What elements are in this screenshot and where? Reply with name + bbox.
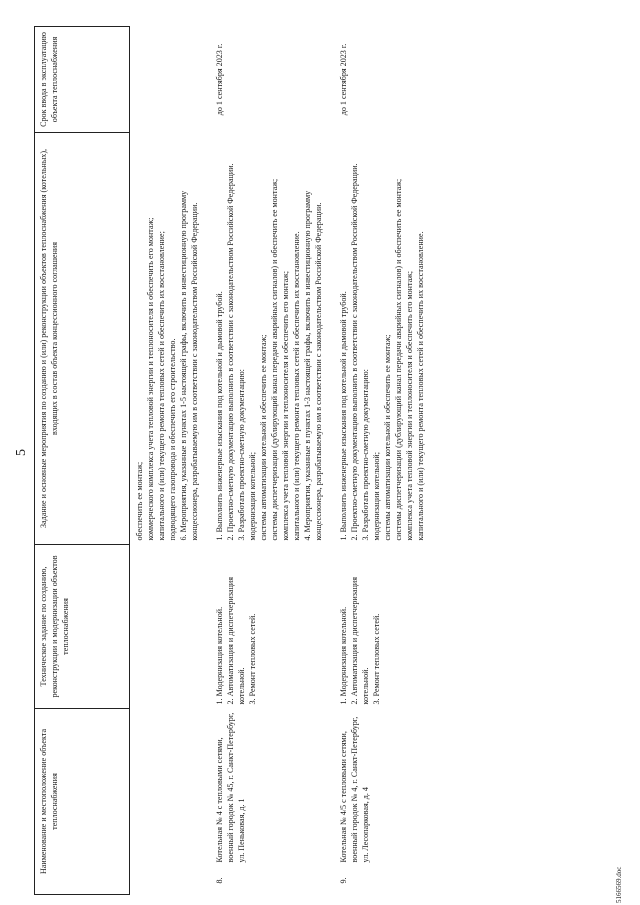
continuation-line: 6. Мероприятия, указанные в пунктах 1-5 настоящей графы, включить в инвестиционную программу концессионера, разрабатываемую им в соответствии с законодательством Российской Федерации. xyxy=(179,190,200,541)
measure-item: модернизации котельной; xyxy=(247,452,257,541)
measure-item: капитального и (или) текущего ремонта тепловых сетей и обеспечить их восстановление. xyxy=(292,231,302,541)
continuation-line: коммерческого комплекса учета тепловой энергии и теплоносителя и обеспечить его монтаж; xyxy=(146,217,156,541)
tech-item: 3. Ремонт тепловых сетей. xyxy=(247,613,257,705)
page-number: 5 xyxy=(14,449,29,456)
header-object-name: Наименование и местоположение объекта теплоснабжения xyxy=(35,708,130,894)
measure-item: системы автоматизации котельной и обеспечить ее монтаж; xyxy=(382,334,392,541)
measure-item: 4. Мероприятия, указанные в пунктах 1-3 настоящей графы, включить в инвестиционную программу концессионера, разрабатываемую им в соответствии с законодательством Российской Федерации. xyxy=(303,190,324,541)
measures xyxy=(335,132,430,544)
technical-task xyxy=(211,544,335,708)
measure-item: 2. Проектно-сметную документацию выполнить в соответствии с законодательством Российской Федерации. xyxy=(225,163,235,541)
tech-item: 2. Автоматизация и диспетчеризация котельной. xyxy=(349,577,370,705)
measure-item: системы диспетчеризации (дублирующий канал передачи аварийных сигналов) и обеспечить ее монтаж; xyxy=(393,178,403,541)
tech-item: 3. Ремонт тепловых сетей. xyxy=(371,613,381,705)
measure-item: системы диспетчеризации (дублирующий канал передачи аварийных сигналов) и обеспечить ее монтаж; xyxy=(270,178,280,541)
measure-item: комплекса учета тепловой энергии и теплоносителя и обеспечить его монтаж; xyxy=(281,270,291,541)
continuation-measures xyxy=(130,132,211,544)
continuation-row xyxy=(130,26,211,894)
commissioning-date: до 1 сентября 2023 г. xyxy=(338,43,348,116)
continuation-line: обеспечить ее монтаж; xyxy=(135,461,144,541)
table-header-row xyxy=(35,26,130,894)
technical-task xyxy=(335,544,430,708)
measures xyxy=(211,132,335,544)
measure-item: капитального и (или) текущего ремонта тепловых сетей и обеспечить их восстановление. xyxy=(416,231,426,541)
measure-item: системы автоматизации котельной и обеспечить ее монтаж; xyxy=(258,334,268,541)
tech-item: 1. Модернизация котельной. xyxy=(214,606,224,705)
measure-item: комплекса учета тепловой энергии и теплоносителя и обеспечить его монтаж; xyxy=(405,270,415,541)
measure-item: 2. Проектно-сметную документацию выполнить в соответствии с законодательством Российской Федерации. xyxy=(349,163,359,541)
header-measures: Задание и основные мероприятия по созданию и (или) реконструкции объектов теплоснабжения (котельных), входящих в состав объекта концессионного соглашения xyxy=(35,132,130,544)
object-name: Котельная № 4/5 с тепловыми сетями, военный городок № 4, г. Санкт-Петербург, ул. Лесопарковая, д. 4 xyxy=(338,716,370,863)
commissioning-date: до 1 сентября 2023 г. xyxy=(214,43,224,116)
tech-item: 1. Модернизация котельной. xyxy=(338,606,348,705)
measure-item: 1. Выполнить инженерные изыскания под котельной и дымовой трубой. xyxy=(214,291,224,541)
table-row xyxy=(211,26,335,894)
object-name: Котельная № 4 с тепловыми сетями, военный городок № 45, г. Санкт-Петербург, ул. Пеньковая, д. 1 xyxy=(214,712,246,863)
measure-item: 3. Разработать проектно-сметную документацию: xyxy=(236,369,246,541)
measure-item: модернизации котельной; xyxy=(371,452,381,541)
row-number: 8. xyxy=(214,877,224,884)
tech-item: 2. Автоматизация и диспетчеризация котельной. xyxy=(225,577,246,705)
measure-item: 3. Разработать проектно-сметную документацию: xyxy=(360,369,370,541)
continuation-line: капитального и (или) текущего ремонта тепловых сетей и обеспечить их восстановление; xyxy=(157,231,167,541)
document-filename: 5166569.doc xyxy=(615,866,623,903)
header-technical-task: Техническое задание по созданию, реконструкции и модернизации объектов теплоснабжения xyxy=(35,544,130,708)
works-table xyxy=(34,26,429,895)
measure-item: 1. Выполнить инженерные изыскания под котельной и дымовой трубой. xyxy=(338,291,348,541)
continuation-line: подводящего газопровода и обеспечить его строительство. xyxy=(168,338,178,541)
header-commissioning-date: Срок ввода в эксплуатацию объекта теплоснабжения xyxy=(35,26,130,132)
row-number: 9. xyxy=(338,877,348,884)
table-row xyxy=(335,26,430,894)
